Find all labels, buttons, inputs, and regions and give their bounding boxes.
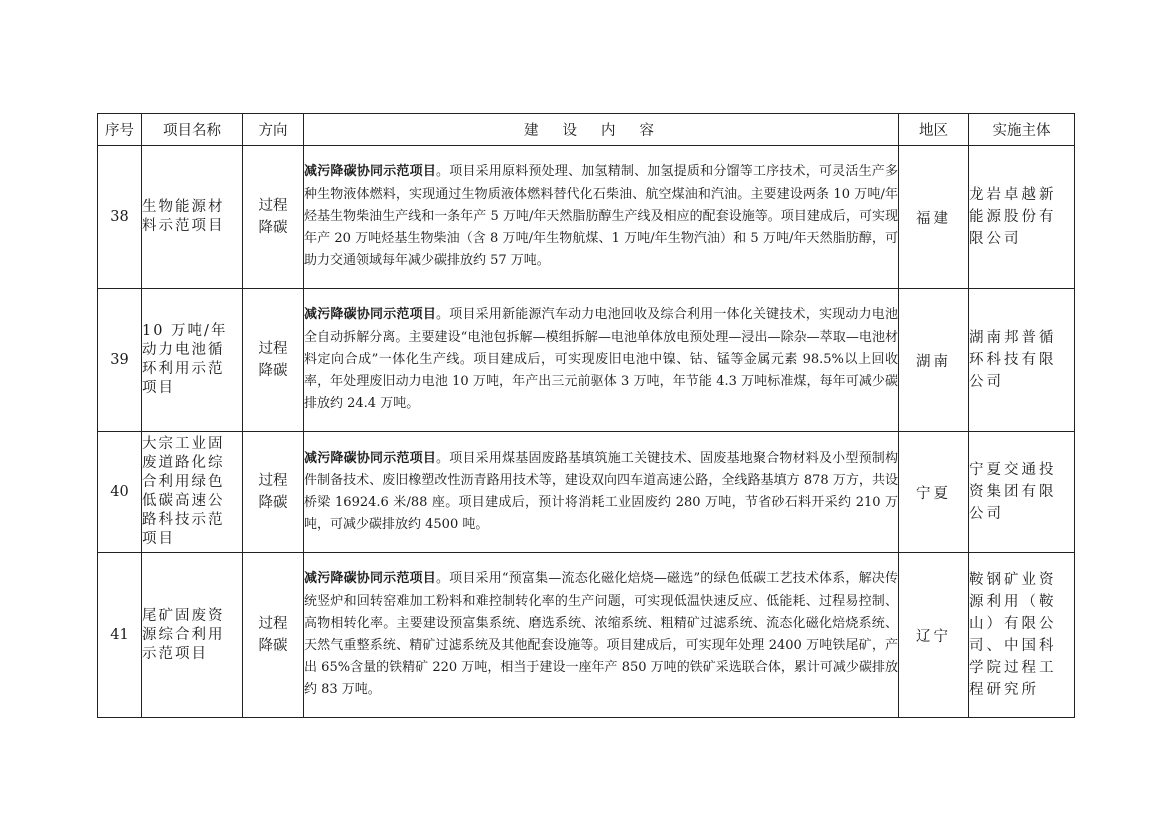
row-entity-text: 龙岩卓越新 能源股份有 限公司 xyxy=(969,187,1057,247)
row-content xyxy=(304,432,899,553)
row-entity xyxy=(969,432,1075,553)
table-header-row xyxy=(98,114,1075,146)
row-content xyxy=(304,146,899,289)
row-direction xyxy=(243,553,304,718)
row-content xyxy=(304,289,899,432)
projects-table xyxy=(97,113,1075,718)
row-region: 湖南 xyxy=(899,289,969,432)
header-region: 地区 xyxy=(899,114,969,146)
row-direction-text: 过程 降碳 xyxy=(258,616,288,654)
row-num: 38 xyxy=(98,146,142,289)
row-entity-text: 鞍钢矿业资 源利用（鞍 山）有限公 司、中国科 学院过程工 程研究所 xyxy=(969,572,1057,698)
table-row xyxy=(98,289,1075,432)
table-row xyxy=(98,553,1075,718)
row-direction xyxy=(243,432,304,553)
table-row xyxy=(98,146,1075,289)
row-project-name-text: 10 万吨/年 动力电池循 环利用示范 项目 xyxy=(142,323,228,396)
row-entity-text: 湖南邦普循 环科技有限 公司 xyxy=(969,330,1057,390)
header-name: 项目名称 xyxy=(142,114,243,146)
row-project-name-text: 大宗工业固 废道路化综 合利用绿色 低碳高速公 路科技示范 项目 xyxy=(142,436,225,547)
row-entity xyxy=(969,146,1075,289)
header-entity: 实施主体 xyxy=(969,114,1075,146)
row-num: 41 xyxy=(98,553,142,718)
row-num: 40 xyxy=(98,432,142,553)
row-entity xyxy=(969,289,1075,432)
row-project-name xyxy=(142,432,243,553)
row-content-body: 。项目采用新能源汽车动力电池回收及综合利用一体化关键技术，实现动力电池全自动拆解分离。主要建设“电池包拆解—模组拆解—电池单体放电预处理—浸出—除杂—萃取—电池材料定向合成”一体化生产线。项目建成后，可实现废旧电池中镍、钴、锰等金属元素 98.5%以上回收率，年处理废旧动力电池 10 万吨，年产出三元前驱体 3 万吨，年节能 4.3 万吨标准煤，每年可减少碳排放约 24.4 万吨。 xyxy=(304,307,898,412)
row-content-lead: 减污降碳协同示范项目 xyxy=(304,450,437,466)
row-region: 福建 xyxy=(899,146,969,289)
row-content xyxy=(304,553,899,718)
row-content-body: 。项目采用“预富集—流态化磁化焙烧—磁选”的绿色低碳工艺技术体系，解决传统竖炉和回转窑难加工粉料和难控制转化率的生产问题，可实现低温快速反应、低能耗、过程易控制、高物相转化率。主要建设预富集系统、磨选系统、浓缩系统、粗精矿过滤系统、流态化磁化焙烧系统、天然气重整系统、精矿过滤系统及其他配套设施等。项目建成后，可实现年处理 2400 万吨铁尾矿，产出 65%含量的铁精矿 220 万吨，相当于建设一座年产 850 万吨的铁矿采选联合体，累计可减少碳排放约 83 万吨。 xyxy=(304,571,898,698)
row-project-name xyxy=(142,146,243,289)
row-content-body: 。项目采用煤基固废路基填筑施工关键技术、固废基地聚合物材料及小型预制构件制备技术、废旧橡塑改性沥青路用技术等，建设双向四车道高速公路，全线路基填方 878 万方，共设桥梁 16924.6 米/88 座。项目建成后，预计将消耗工业固废约 280 万吨，节省砂石料开采约 210 万吨，可减少碳排放约 4500 吨。 xyxy=(304,450,898,533)
header-direction: 方向 xyxy=(243,114,304,146)
row-direction-text: 过程 降碳 xyxy=(258,341,288,379)
header-content xyxy=(304,114,899,146)
row-entity xyxy=(969,553,1075,718)
header-content-label: 建设内容 xyxy=(524,123,678,139)
row-num: 39 xyxy=(98,289,142,432)
row-entity-text: 宁夏交通投 资集团有限 公司 xyxy=(969,462,1057,522)
table-row xyxy=(98,432,1075,553)
row-content-lead: 减污降碳协同示范项目 xyxy=(304,164,437,180)
row-content-lead: 减污降碳协同示范项目 xyxy=(304,571,436,587)
row-direction xyxy=(243,146,304,289)
row-direction xyxy=(243,289,304,432)
row-content-lead: 减污降碳协同示范项目 xyxy=(304,307,437,323)
row-project-name-text: 生物能源材 料示范项目 xyxy=(142,199,225,234)
row-region: 辽宁 xyxy=(899,553,969,718)
row-project-name-text: 尾矿固废资 源综合利用 示范项目 xyxy=(142,607,225,662)
row-content-body: 。项目采用原料预处理、加氢精制、加氢提质和分馏等工序技术，可灵活生产多种生物液体燃料，实现通过生物质液体燃料替代化石柴油、航空煤油和汽油。主要建设两条 10 万吨/年烃基生物柴油生产线和一条年产 5 万吨/年天然脂肪醇生产线及相应的配套设施等。项目建成后，可实现年产 20 万吨烃基生物柴油（含 8 万吨/年生物航煤、1 万吨/年生物汽油）和 5 万吨/年天然脂肪醇，可助力交通领域每年减少碳排放约 57 万吨。 xyxy=(304,164,898,269)
row-direction-text: 过程 降碳 xyxy=(258,473,288,511)
row-direction-text: 过程 降碳 xyxy=(258,198,288,236)
header-num: 序号 xyxy=(98,114,142,146)
row-region: 宁夏 xyxy=(899,432,969,553)
row-project-name xyxy=(142,553,243,718)
row-project-name xyxy=(142,289,243,432)
